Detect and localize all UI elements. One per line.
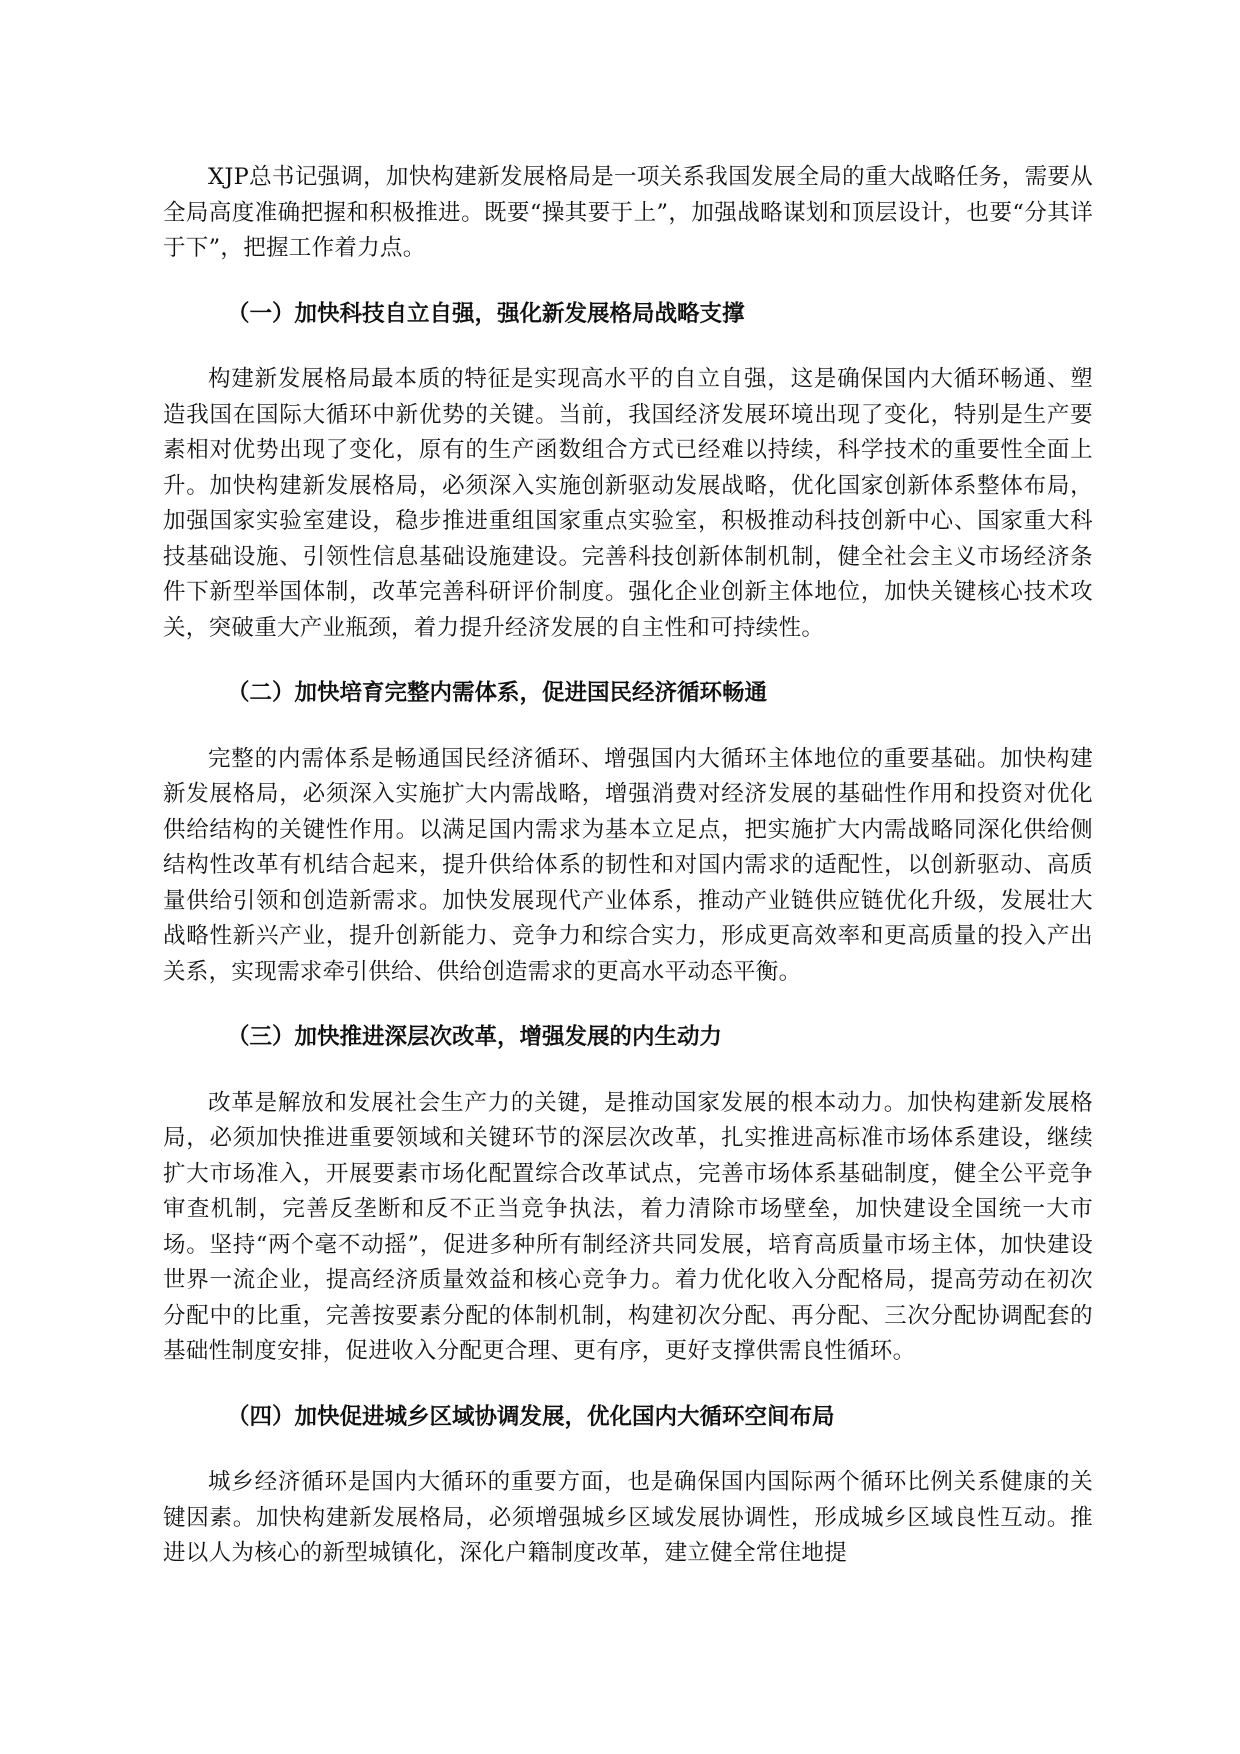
section-2-body: 完整的内需体系是畅通国民经济循环、增强国内大循环主体地位的重要基础。加快构建新发展格局，必须深入实施扩大内需战略，增强消费对经济发展的基础性作用和投资对优化供给结构的关键性作用。以满足国内需求为基本立足点，把实施扩大内需战略同深化供给侧结构性改革有机结合起来，提升供给体系的韧性和对国内需求的适配性，以创新驱动、高质量供给引领和创造新需求。加快发展现代产业体系，推动产业链供应链优化升级，发展壮大战略性新兴产业，提升创新能力、竞争力和综合实力，形成更高效率和更高质量的投入产出关系，实现需求牵引供给、供给创造需求的更高水平动态平衡。 (163, 745, 1093, 985)
section-1-heading: （一）加快科技自立自强，强化新发展格局战略支撑 (227, 300, 745, 327)
document-page (163, 160, 1093, 1572)
section-4-body: 城乡经济循环是国内大循环的重要方面，也是确保国内国际两个循环比例关系健康的关键因素。加快构建新发展格局，必须增强城乡区域发展协调性，形成城乡区域良性互动。推进以人为核心的新型城镇化，深化户籍制度改革，建立健全常住地提 (163, 1469, 1093, 1566)
section-3-heading: （三）加快推进深层次改革，增强发展的内生动力 (227, 1024, 723, 1050)
intro-paragraph: XJP总书记强调，加快构建新发展格局是一项关系我国发展全局的重大战略任务，需要从全局高度准确把握和积极推进。既要“操其要于上”，加强战略谋划和顶层设计，也要“分其详于下”，把握工作着力点。 (163, 164, 1093, 261)
section-2-heading: （二）加快培育完整内需体系，促进国民经济循环畅通 (227, 680, 768, 706)
section-1-body: 构建新发展格局最本质的特征是实现高水平的自立自强，这是确保国内大循环畅通、塑造我国在国际大循环中新优势的关键。当前，我国经济发展环境出现了变化，特别是生产要素相对优势出现了变化，原有的生产函数组合方式已经难以持续，科学技术的重要性全面上升。加快构建新发展格局，必须深入实施创新驱动发展战略，优化国家创新体系整体布局，加强国家实验室建设，稳步推进重组国家重点实验室，积极推动科技创新中心、国家重大科技基础设施、引领性信息基础设施建设。完善科技创新体制机制，健全社会主义市场经济条件下新型举国体制，改革完善科研评价制度。强化企业创新主体地位，加快关键核心技术攻关，突破重大产业瓶颈，着力提升经济发展的自主性和可持续性。 (163, 366, 1093, 641)
section-3-body: 改革是解放和发展社会生产力的关键，是推动国家发展的根本动力。加快构建新发展格局，必须加快推进重要领域和关键环节的深层次改革，扎实推进高标准市场体系建设，继续扩大市场准入，开展要素市场化配置综合改革试点，完善市场体系基础制度，健全公平竞争审查机制，完善反垄断和反不正当竞争执法，着力清除市场壁垒，加快建设全国统一大市场。坚持“两个毫不动摇”，促进多种所有制经济共同发展，培育高质量市场主体，加快建设世界一流企业，提高经济质量效益和核心竞争力。着力优化收入分配格局，提高劳动在初次分配中的比重，完善按要素分配的体制机制，构建初次分配、再分配、三次分配协调配套的基础性制度安排，促进收入分配更合理、更有序，更好支撑供需良性循环。 (163, 1089, 1093, 1364)
section-4-heading: （四）加快促进城乡区域协调发展，优化国内大循环空间布局 (227, 1403, 835, 1430)
